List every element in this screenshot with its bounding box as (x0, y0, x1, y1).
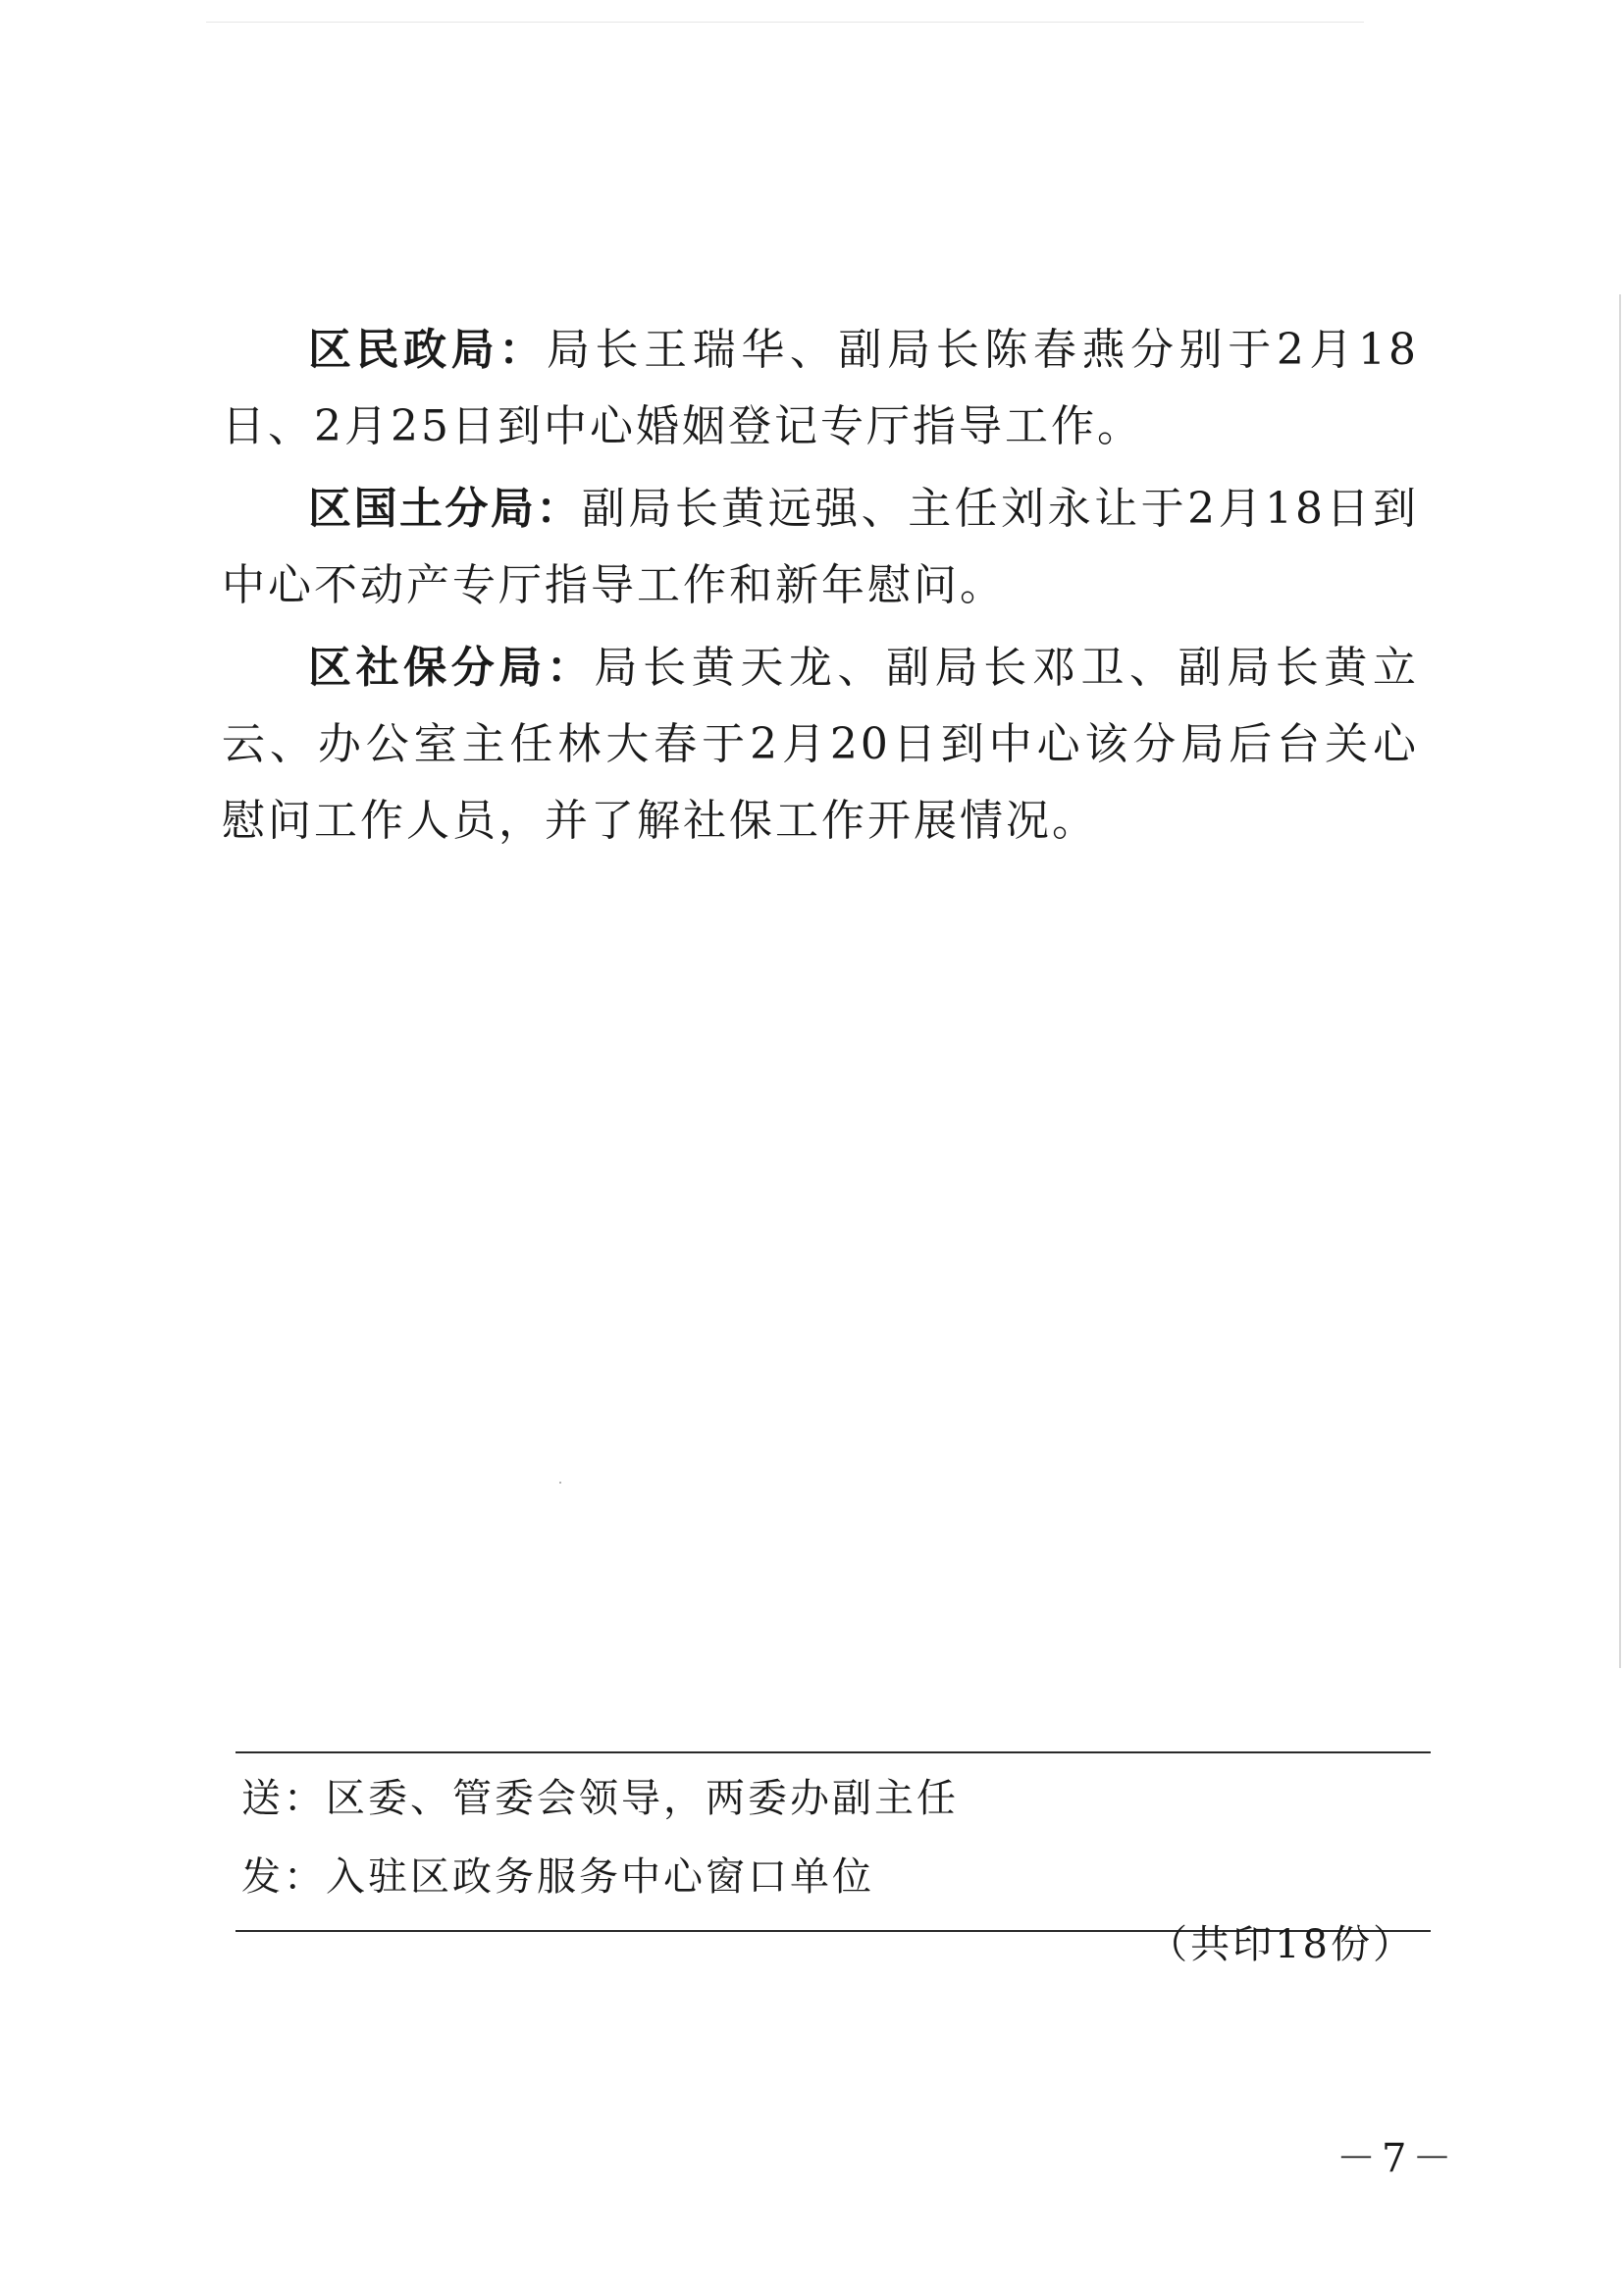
paragraph-civil-affairs (222, 312, 1419, 465)
paragraph-land-resources (222, 471, 1419, 624)
page-number: －7－ (1336, 2136, 1458, 2181)
print-copies-note: （共印18份） (1148, 1922, 1415, 1967)
paragraph-text: 局长王瑞华、副局长陈春燕分别于2月18日、2月25日到中心婚姻登记专厅指导工作。 (222, 325, 1420, 451)
paragraph-text: 局长黄天龙、副局长邓卫、副局长黄立云、办公室主任林大春于2月20日到中心该分局后台关心慰问工作人员，并了解社保工作开展情况。 (222, 643, 1419, 846)
document-body (222, 312, 1419, 865)
scan-speck (559, 1482, 561, 1484)
paragraph-social-security (222, 630, 1419, 860)
paragraph-lead: 区社保分局： (308, 643, 595, 693)
paragraph-lead: 区国土分局： (308, 484, 582, 534)
paragraph-lead: 区民政局： (308, 325, 547, 375)
scan-edge-top (206, 22, 1364, 23)
top-divider (236, 1751, 1431, 1753)
send-to-line: 送：区委、管委会领导，两委办副主任 (241, 1776, 959, 1821)
paragraph-text: 副局长黄远强、主任刘永让于2月18日到中心不动产专厅指导工作和新年慰问。 (222, 484, 1419, 610)
issue-to-line: 发：入驻区政务服务中心窗口单位 (241, 1854, 874, 1900)
scan-edge-right (1619, 294, 1621, 1668)
distribution-block (236, 1751, 1431, 1932)
